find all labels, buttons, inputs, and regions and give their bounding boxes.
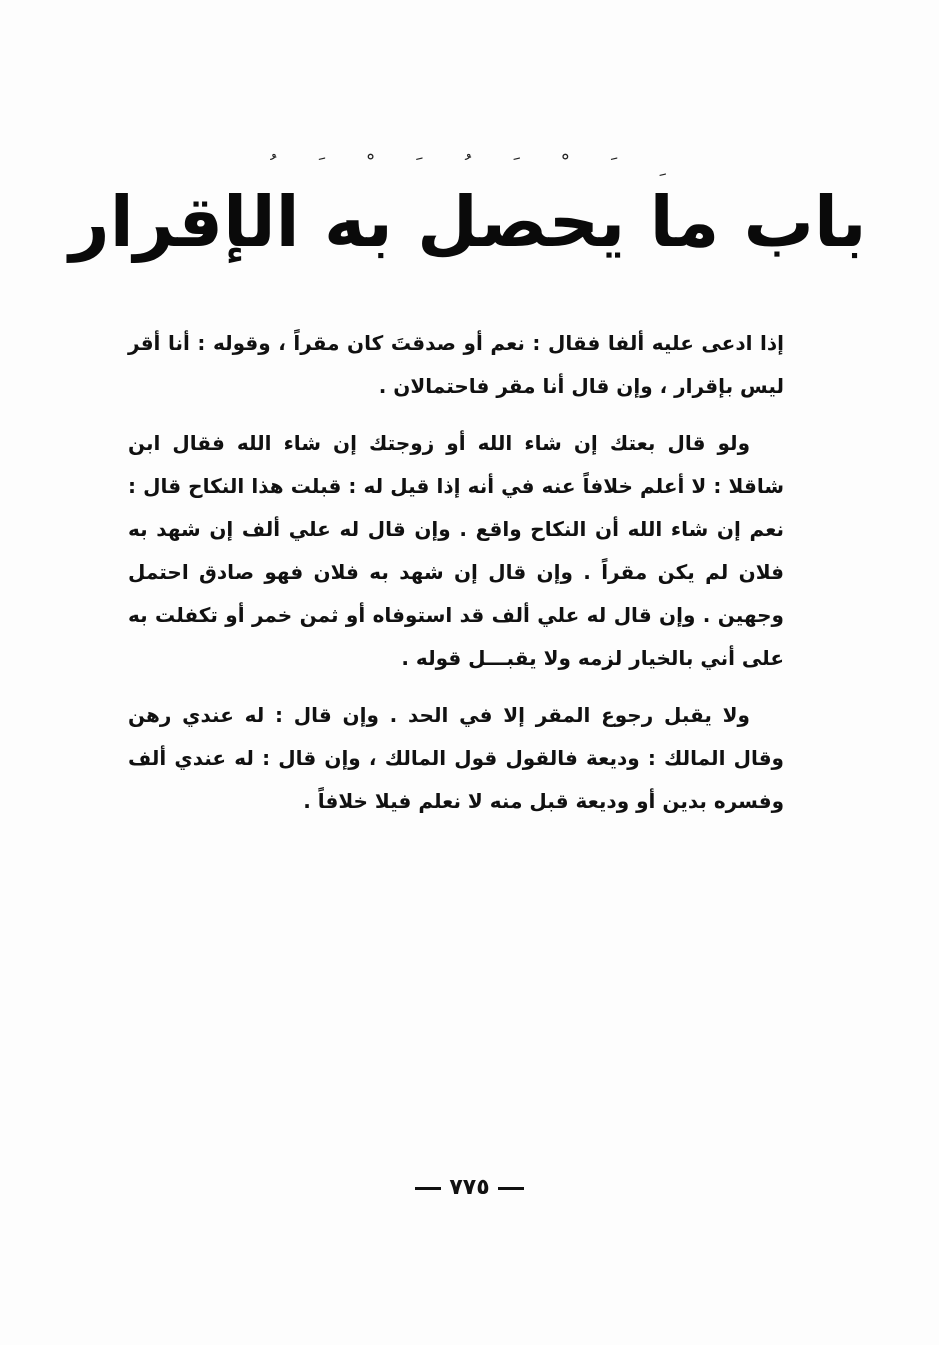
dash-left (498, 1187, 524, 1190)
diacritic-mark: ﹶ (610, 154, 618, 179)
paragraph: ولو قال بعتك إن شاء الله أو زوجتك إن شاء الله فقال ابن شاقلا : لا أعلم خلافاً عنه في أنه إذا قيل له : قبلت هذا النكاح قال : نعم إن شاء الله أن النكاح واقع . وإن قال له علي ألف إن شهد به فلان لم يكن مقراً . وإن قال إن شهد به فلان فهو صادق احتمل وجهين . وإن قال له علي ألف قد استوفاه أو ثمن خمر أو تكفلت به على أني بالخيار لزمه ولا يقبـــل قوله . (128, 431, 784, 670)
page-number (0, 1175, 939, 1200)
diacritic-mark: ﹺ (659, 154, 666, 179)
chapter-header (69, 148, 867, 296)
diacritic-mark: ﹶ (318, 154, 326, 179)
paragraph: ولا يقبل رجوع المقر إلا في الحد . وإن قال : له عندي رهن وقال المالك : وديعة فالقول قول المالك ، وإن قال : له عندي ألف وفسره بدين أو وديعة قبل منه لا نعلم فيلا خلافاً . (128, 703, 784, 813)
page-number-value: ٧٧٥ (449, 1175, 490, 1200)
diacritic-mark: ﹸ (270, 154, 277, 179)
paragraph: إذا ادعى عليه ألفا فقال : نعم أو صدقتَ كان مقراً ، وقوله : أنا أقر ليس بإقرار ، وإن قال أنا مقر فاحتمالان . (128, 331, 784, 398)
chapter-title: باب ما يحصل به الإقرار (69, 181, 867, 263)
header-ornament (270, 154, 666, 179)
body-text (128, 322, 784, 837)
dash-right (415, 1187, 441, 1190)
diacritic-mark: ﹶ (513, 154, 520, 179)
diacritic-mark: ﹶ (416, 154, 423, 179)
diacritic-mark: ﹾ (562, 154, 569, 179)
diacritic-mark: ﹾ (367, 154, 374, 179)
diacritic-mark: ﹸ (464, 154, 472, 179)
